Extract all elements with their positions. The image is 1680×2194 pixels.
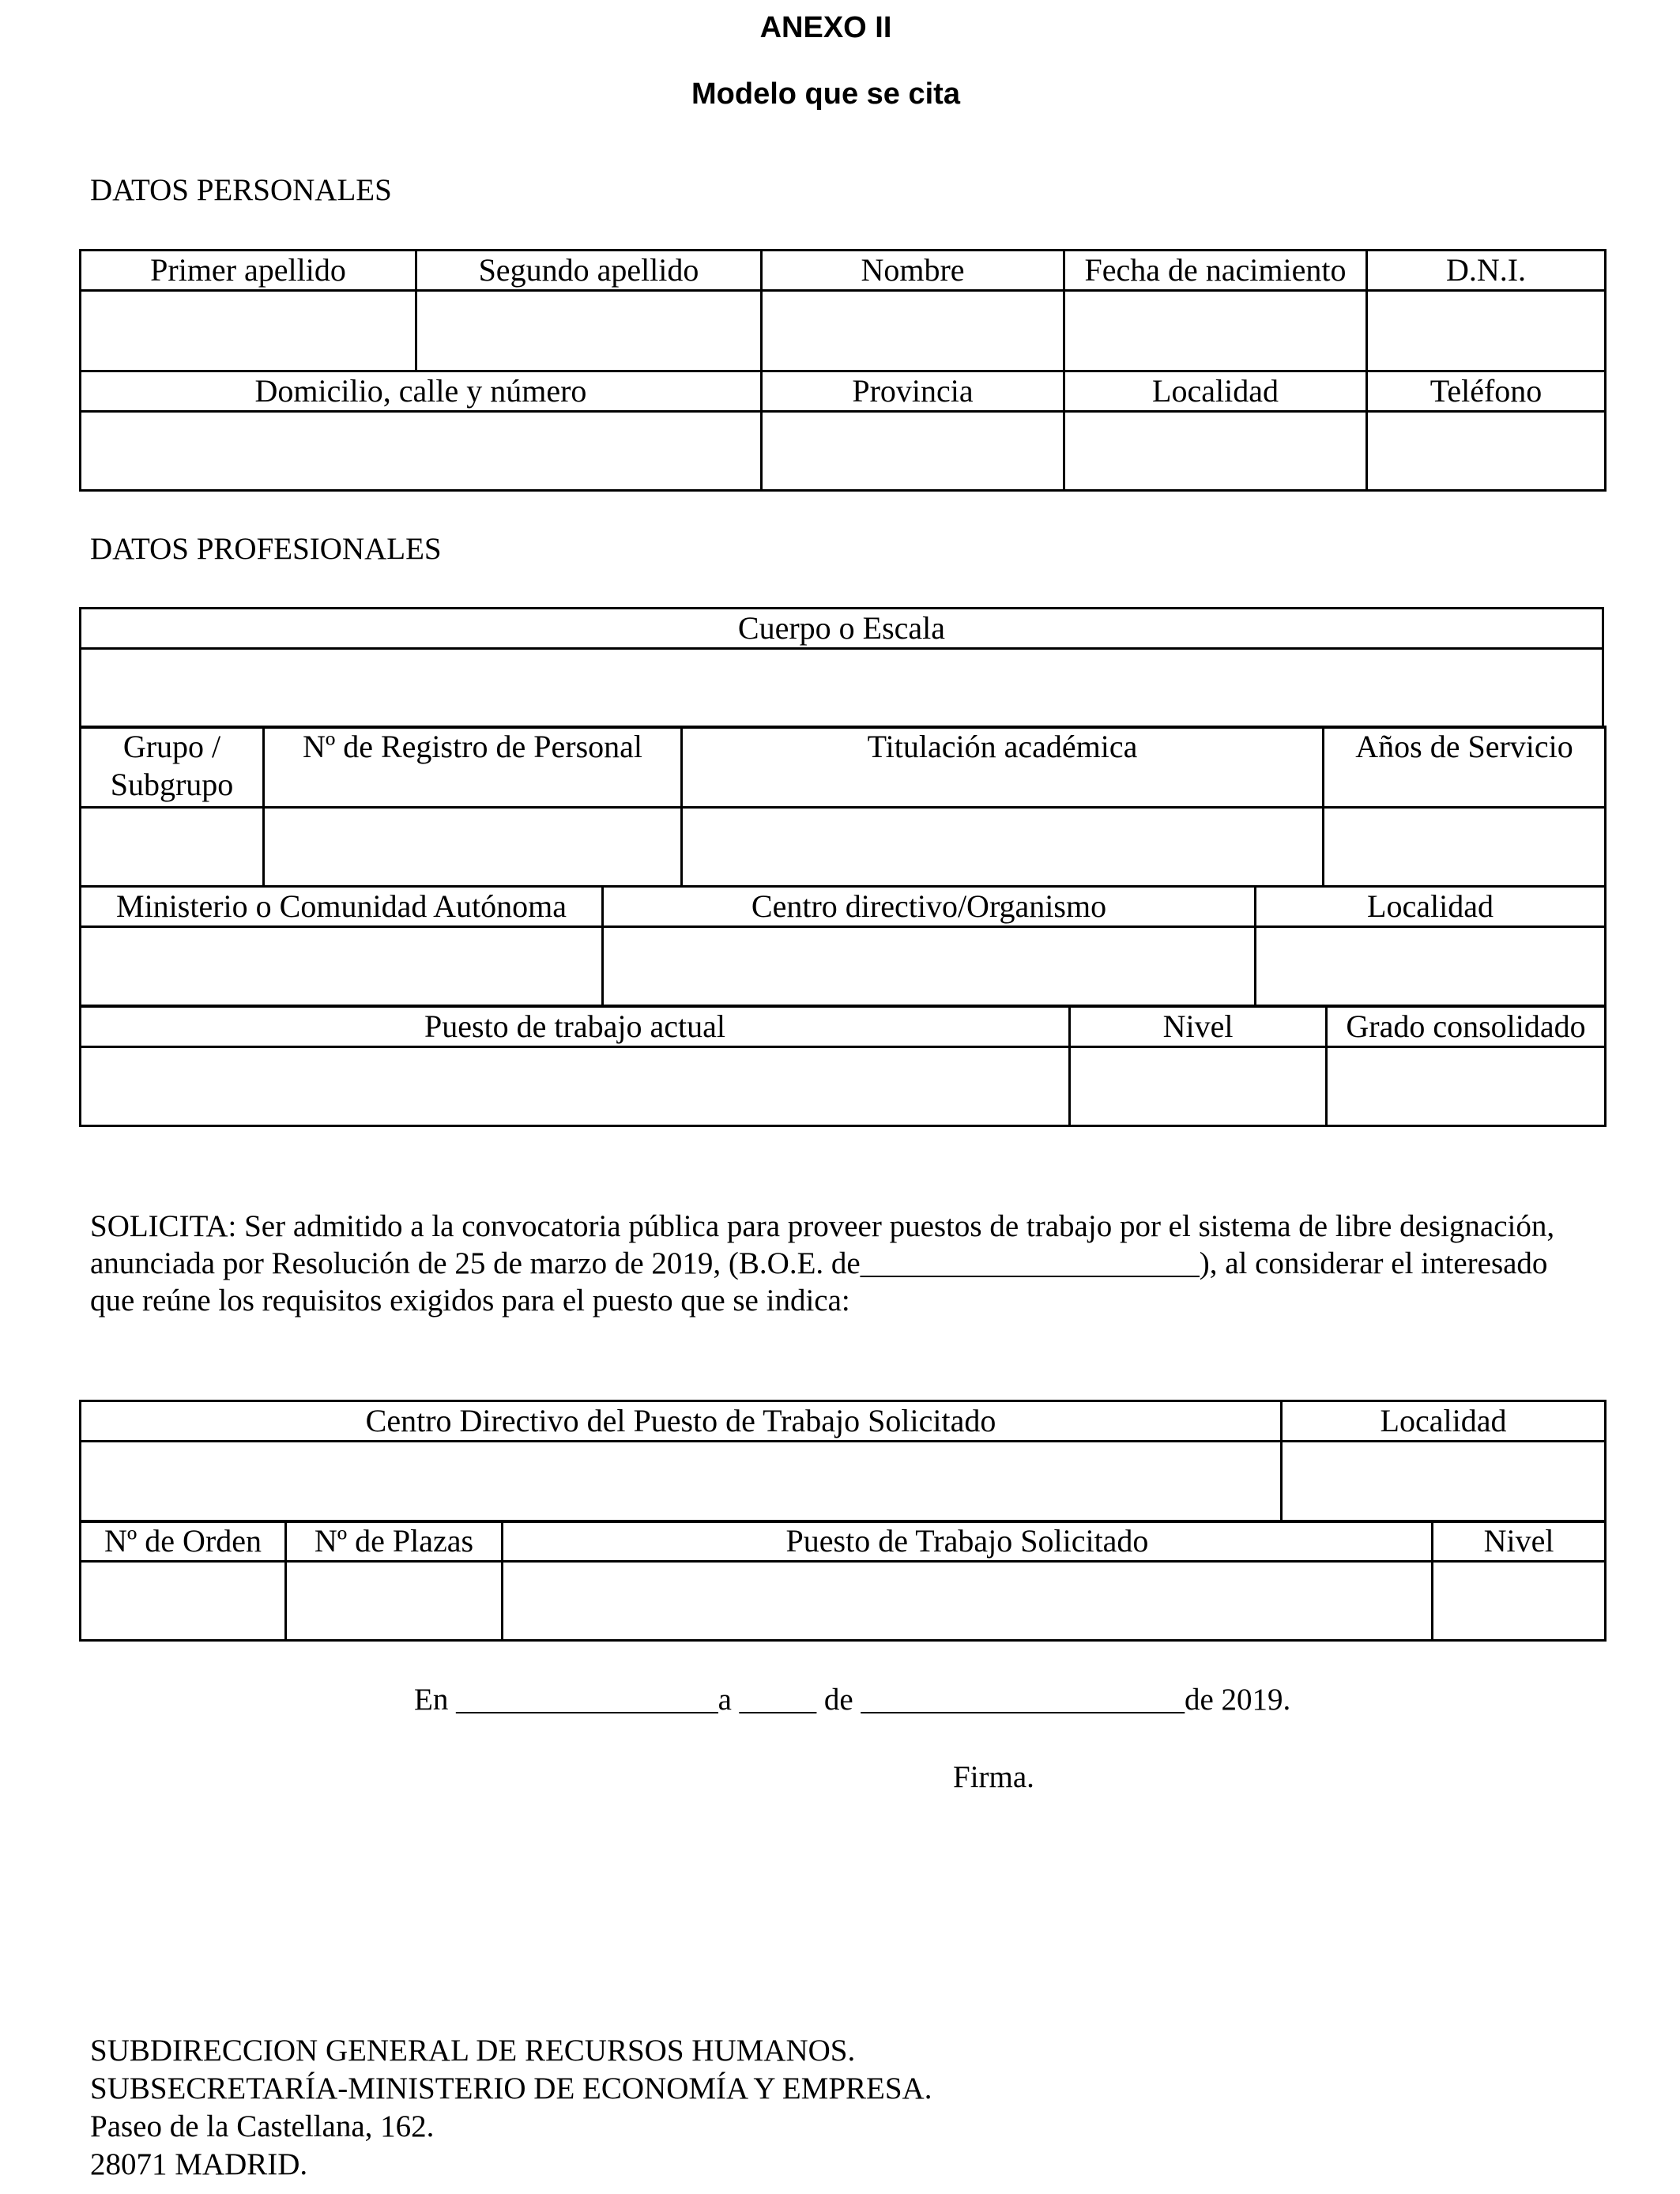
field-primer-apellido[interactable] — [81, 291, 416, 371]
field-telefono[interactable] — [1367, 412, 1606, 491]
field-dni[interactable] — [1367, 291, 1606, 371]
personal-section-title: DATOS PERSONALES — [90, 173, 392, 207]
field-registro-personal[interactable] — [264, 808, 682, 887]
field-localidad-profesional[interactable] — [1256, 927, 1606, 1006]
field-localidad-personal[interactable] — [1064, 412, 1367, 491]
field-domicilio[interactable] — [81, 412, 762, 491]
label-centro-solicitado: Centro Directivo del Puesto de Trabajo Solicitado — [81, 1401, 1282, 1442]
label-nivel-actual: Nivel — [1070, 1007, 1327, 1047]
requested-centro-table — [79, 1400, 1607, 1523]
label-dni: D.N.I. — [1367, 251, 1606, 291]
label-localidad-solicitada: Localidad — [1282, 1401, 1606, 1442]
label-fecha-nacimiento: Fecha de nacimiento — [1064, 251, 1367, 291]
label-nombre: Nombre — [762, 251, 1064, 291]
field-cuerpo-escala[interactable] — [81, 649, 1603, 728]
field-anos-servicio[interactable] — [1324, 808, 1606, 887]
field-numero-orden[interactable] — [81, 1562, 286, 1641]
field-puesto-solicitado[interactable] — [503, 1562, 1433, 1641]
field-fecha-nacimiento[interactable] — [1064, 291, 1367, 371]
footer-line: SUBDIRECCION GENERAL DE RECURSOS HUMANOS. — [90, 2034, 856, 2068]
field-ministerio[interactable] — [81, 927, 603, 1006]
date-line: En _________________a _____ de _____________________de 2019. — [414, 1683, 1291, 1717]
field-provincia[interactable] — [762, 412, 1064, 491]
field-numero-plazas[interactable] — [286, 1562, 503, 1641]
field-centro-directivo[interactable] — [603, 927, 1256, 1006]
label-puesto-solicitado: Puesto de Trabajo Solicitado — [503, 1521, 1433, 1562]
grupo-table — [79, 726, 1607, 888]
field-segundo-apellido[interactable] — [416, 291, 762, 371]
label-localidad-profesional: Localidad — [1256, 887, 1606, 927]
footer-line: Paseo de la Castellana, 162. — [90, 2109, 435, 2143]
puesto-table — [79, 1005, 1607, 1127]
label-cuerpo-escala: Cuerpo o Escala — [81, 609, 1603, 649]
field-nombre[interactable] — [762, 291, 1064, 371]
field-grado-consolidado[interactable] — [1327, 1047, 1606, 1126]
label-registro-personal: Nº de Registro de Personal — [264, 727, 682, 808]
solicita-paragraph: SOLICITA: Ser admitido a la convocatoria pública para proveer puestos de trabajo por el sistema de libre designación, anunciada por Resolución de 25 de marzo de 2019, (B.O.E. de______________________), al considerar el interesado que reúne los requisitos exigidos para el puesto que se indica: — [90, 1209, 1555, 1318]
field-centro-solicitado[interactable] — [81, 1442, 1282, 1522]
label-provincia: Provincia — [762, 371, 1064, 412]
label-anos-servicio: Años de Servicio — [1324, 727, 1606, 808]
label-nivel-solicitado: Nivel — [1433, 1521, 1606, 1562]
label-puesto-actual: Puesto de trabajo actual — [81, 1007, 1070, 1047]
label-localidad-personal: Localidad — [1064, 371, 1367, 412]
label-centro-directivo: Centro directivo/Organismo — [603, 887, 1256, 927]
annex-title: ANEXO II — [759, 11, 892, 44]
ministerio-table — [79, 885, 1607, 1007]
personal-data-table — [79, 249, 1607, 492]
footer-line: 28071 MADRID. — [90, 2147, 308, 2181]
field-localidad-solicitada[interactable] — [1282, 1442, 1606, 1522]
field-titulacion[interactable] — [682, 808, 1324, 887]
form-subtitle: Modelo que se cita — [691, 77, 960, 111]
field-puesto-actual[interactable] — [81, 1047, 1070, 1126]
label-ministerio: Ministerio o Comunidad Autónoma — [81, 887, 603, 927]
cuerpo-table — [79, 607, 1604, 729]
label-primer-apellido: Primer apellido — [81, 251, 416, 291]
field-nivel-actual[interactable] — [1070, 1047, 1327, 1126]
field-nivel-solicitado[interactable] — [1433, 1562, 1606, 1641]
field-grupo-subgrupo[interactable] — [81, 808, 264, 887]
label-segundo-apellido: Segundo apellido — [416, 251, 762, 291]
professional-section-title: DATOS PROFESIONALES — [90, 532, 442, 566]
label-domicilio: Domicilio, calle y número — [81, 371, 762, 412]
label-numero-plazas: Nº de Plazas — [286, 1521, 503, 1562]
label-grado-consolidado: Grado consolidado — [1327, 1007, 1606, 1047]
label-titulacion: Titulación académica — [682, 727, 1324, 808]
label-grupo-subgrupo: Grupo / Subgrupo — [81, 727, 264, 808]
footer-line: SUBSECRETARÍA-MINISTERIO DE ECONOMÍA Y EMPRESA. — [90, 2071, 932, 2105]
footer-address — [90, 2032, 932, 2184]
label-numero-orden: Nº de Orden — [81, 1521, 286, 1562]
firma-label: Firma. — [953, 1760, 1034, 1794]
label-telefono: Teléfono — [1367, 371, 1606, 412]
requested-puesto-table — [79, 1520, 1607, 1642]
